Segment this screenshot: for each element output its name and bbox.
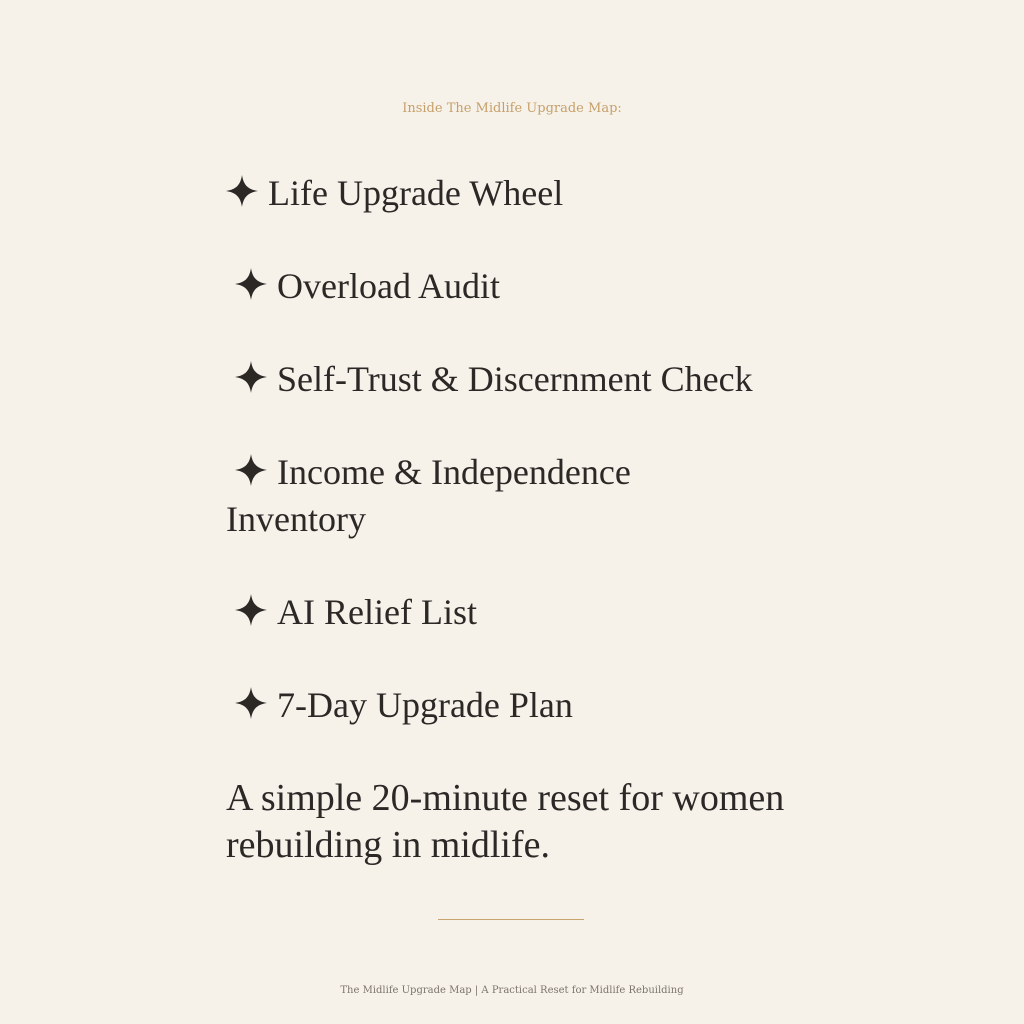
four-point-star-icon xyxy=(235,454,267,486)
four-point-star-icon xyxy=(235,687,267,719)
section-header: Inside The Midlife Upgrade Map: xyxy=(402,101,622,116)
list-item xyxy=(226,263,806,310)
list-item-label: Income & Independence Inventory xyxy=(226,452,631,539)
divider xyxy=(438,919,584,920)
list-item xyxy=(226,682,806,729)
four-point-star-icon xyxy=(235,361,267,393)
four-point-star-icon xyxy=(226,175,258,207)
tagline: A simple 20-minute reset for women rebuilding in midlife. xyxy=(226,777,785,866)
list-item-label: 7-Day Upgrade Plan xyxy=(277,685,573,725)
four-point-star-icon xyxy=(235,268,267,300)
list-item xyxy=(226,356,806,403)
list-item-label: Self-Trust & Discernment Check xyxy=(277,359,753,399)
list-item xyxy=(226,449,666,543)
list-item xyxy=(226,170,806,217)
list-item-label: AI Relief List xyxy=(277,592,477,632)
list-item xyxy=(226,589,806,636)
footer-text: The Midlife Upgrade Map | A Practical Reset for Midlife Rebuilding xyxy=(340,985,684,996)
list-item-label: Life Upgrade Wheel xyxy=(268,173,564,213)
four-point-star-icon xyxy=(235,594,267,626)
list-item-label: Overload Audit xyxy=(277,266,500,306)
